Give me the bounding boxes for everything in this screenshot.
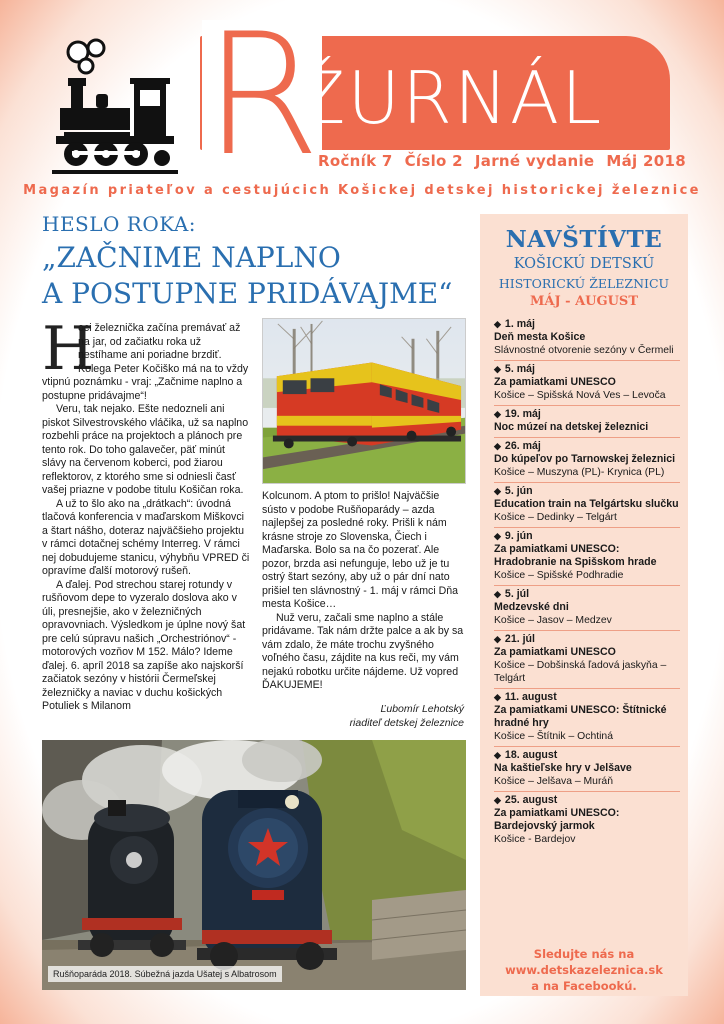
diamond-bullet-icon: ◆ <box>494 364 501 374</box>
diamond-bullet-icon: ◆ <box>494 441 501 451</box>
event-date: 11. august <box>504 691 557 703</box>
diamond-bullet-icon: ◆ <box>494 319 501 329</box>
event-item <box>494 631 680 689</box>
article-paragraph: Veru, tak nejako. Ešte nedozneli ani piskot Silvestrovského vláčika, už sa naplno rozbehli práce na projektoch a plánoch pre tento rok. Do toho galavečer, päť minút slávy na červenom koberci, pod žiarou reflektorov, z ktorého sme si odniesli časť vašej priazne v podobe titulu Košičan roka. <box>42 403 249 496</box>
article-column-2 <box>262 490 467 693</box>
event-route: Košice – Dedinky – Telgárt <box>494 512 617 523</box>
article-paragraph: Kolcunom. A ptom to prišlo! Najväčšie sústo v podobe Rušňoparády – azda najlepšej za posledné roky. Prišli k nám krásne stroje zo Slovenska, Čiech i Maďarska. Bolo sa na čo pozerať. Ale pozor, brzda asi nefunguje, lebo už je tu ostrý štart sezóny, aby už o pár dní nato prišiel ten slávnostný - 1. máj v rámci Dňa mesta Košice… <box>262 490 459 610</box>
event-route: Košice – Štítnik – Ochtiná <box>494 731 613 742</box>
event-title: Na kaštieľske hry v Jelšave <box>494 762 632 774</box>
article-column-1 <box>42 314 250 714</box>
railcar-photo <box>262 318 466 484</box>
event-item <box>494 361 680 406</box>
headline-line-1: „ZAČNIME NAPLNO <box>42 241 341 274</box>
magazine-subtitle: Magazín priateľov a cestujúcich Košickej detskej historickej železnice <box>23 183 701 198</box>
event-date: 26. máj <box>504 440 541 452</box>
masthead-logo-letter: R <box>203 0 321 193</box>
diamond-bullet-icon: ◆ <box>494 486 501 496</box>
author-signature <box>262 702 464 730</box>
event-route: Košice – Spišské Podhradie <box>494 570 624 581</box>
event-item <box>494 483 680 528</box>
sidebar-subheading-1: KOŠICKÚ DETSKÚ <box>513 256 655 272</box>
event-item <box>494 438 680 483</box>
issue-info <box>318 152 686 170</box>
event-title: Za pamiatkami UNESCO: Bardejovský jarmok <box>494 807 620 832</box>
event-route: Košice – Muszyna (PL)- Krynica (PL) <box>494 467 665 478</box>
diamond-bullet-icon: ◆ <box>494 634 501 644</box>
event-route: Košice – Spišská Nová Ves – Levoča <box>494 390 666 401</box>
author-name: Ľubomír Lehotský <box>380 703 464 715</box>
event-date: 18. august <box>504 749 558 761</box>
event-date: 5. jún <box>504 485 533 497</box>
issue-date: Máj 2018 <box>606 152 686 170</box>
event-title: Za pamiatkami UNESCO <box>494 646 616 658</box>
sidebar-footer <box>480 946 688 994</box>
event-item <box>494 586 680 631</box>
diamond-bullet-icon: ◆ <box>494 692 501 702</box>
event-item <box>494 747 680 792</box>
issue-number: Číslo 2 <box>404 152 463 170</box>
author-role: riaditeľ detskej železnice <box>349 717 464 729</box>
sidebar-subheading-2: HISTORICKÚ ŽELEZNICU <box>498 276 670 291</box>
event-title: Za pamiatkami UNESCO: Štítnické hradné hry <box>494 704 667 729</box>
sidebar-season: MÁJ - AUGUST <box>530 294 638 309</box>
article-paragraph: Nuž veru, začali sme naplno a stále pridávame. Tak nám držte palce a ak by sa vám zdalo, že máte trochu zvyšného voľného času, zájdite na kus reči, my vám nejakú robotku určite nájdeme. Už vopred ĎAKUJEME! <box>262 611 464 691</box>
website-link[interactable]: www.detskazeleznica.sk <box>505 963 663 977</box>
event-date: 9. jún <box>504 530 533 542</box>
locomotive-logo-icon <box>52 38 182 178</box>
photo-caption: Rušňoparáda 2018. Súbežná jazda Ušatej s Albatrosom <box>48 966 282 982</box>
event-item <box>494 406 680 438</box>
drop-cap: H <box>42 314 95 384</box>
diamond-bullet-icon: ◆ <box>494 409 501 419</box>
event-item <box>494 689 680 747</box>
article-kicker: HESLO ROKA: <box>42 212 197 236</box>
event-route: Košice – Jasov – Medzev <box>494 615 612 626</box>
event-title: Education train na Telgártsku slučku <box>494 498 679 510</box>
issue-volume: Ročník 7 <box>318 152 393 170</box>
article-paragraph: A ďalej. Pod strechou starej rotundy v rušňovom depe to vyzeralo doslova ako v úli, presnejšie, ako v železničných opravovniach. Výsledkom je úplne nový šat pre celú súpravu našich „Orchestriónov“ - motorových vozňov M 152. Málo? Ideme ďalej. 6. apríl 2018 sa zapíše ako najskorší začiatok sezóny v histórii Čermeľskej železničky a naviac v duchu košických Potuliek s Milanom <box>42 578 246 712</box>
event-title: Za pamiatkami UNESCO <box>494 376 616 388</box>
events-list <box>494 316 680 849</box>
event-date: 5. júl <box>504 588 530 600</box>
event-date: 25. august <box>504 794 558 806</box>
event-date: 21. júl <box>504 633 535 645</box>
event-title: Noc múzeí na detskej železnici <box>494 421 649 433</box>
diamond-bullet-icon: ◆ <box>494 531 501 541</box>
diamond-bullet-icon: ◆ <box>494 589 501 599</box>
sidebar-heading: NAVŠTÍVTE <box>505 226 663 253</box>
diamond-bullet-icon: ◆ <box>494 795 501 805</box>
issue-edition: Jarné vydanie <box>474 152 595 170</box>
event-date: 5. máj <box>504 363 535 375</box>
event-date: 19. máj <box>504 408 541 420</box>
event-title: Deň mesta Košice <box>494 331 586 343</box>
event-route: Slávnostné otvorenie sezóny v Čermeli <box>494 345 674 356</box>
event-item <box>494 316 680 361</box>
article-headline <box>42 240 472 312</box>
event-title: Do kúpeľov po Tarnowskej železnici <box>494 453 676 465</box>
headline-line-2: A POSTUPNE PRIDÁVAJME“ <box>42 277 453 310</box>
event-route: Košice – Dobšinská ľadová jaskyňa – Telgárt <box>494 660 667 684</box>
event-title: Medzevské dni <box>494 601 569 613</box>
event-route: Košice - Bardejov <box>494 834 576 845</box>
event-route: Košice – Jelšava – Muráň <box>494 776 613 787</box>
steam-locomotives-photo <box>42 740 466 990</box>
event-item <box>494 528 680 586</box>
facebook-text: a na Facebookú. <box>531 979 637 993</box>
masthead-logo-text: ŽURNÁL <box>296 56 604 140</box>
diamond-bullet-icon: ◆ <box>494 750 501 760</box>
footer-follow-text: Sledujte nás na <box>533 947 635 961</box>
article-paragraph: A už to šlo ako na „drátkach“: úvodná tlačová konferencia v maďarskom Miškovci a štart nášho, doteraz najväčšieho projektu v rámci dotačnej schémy Interreg. V rámci nej dobudujeme stanicu, výhybňu VPRED či opravíme ďalší motorový rušeň. <box>42 497 250 577</box>
event-date: 1. máj <box>504 318 535 330</box>
article-paragraph: H oci železnička začína premávať až na jar, od začiatku roka už nestíhame ani poriadne brzdiť. Kolega Peter Kočiško má na to vždy vtipnú poznámku - vraj: „Začnime naplno a postupne pridávajme“! <box>42 314 249 402</box>
events-sidebar <box>480 214 688 996</box>
event-item <box>494 792 680 849</box>
event-title: Za pamiatkami UNESCO: Hradobranie na Spišskom hrade <box>494 543 657 568</box>
